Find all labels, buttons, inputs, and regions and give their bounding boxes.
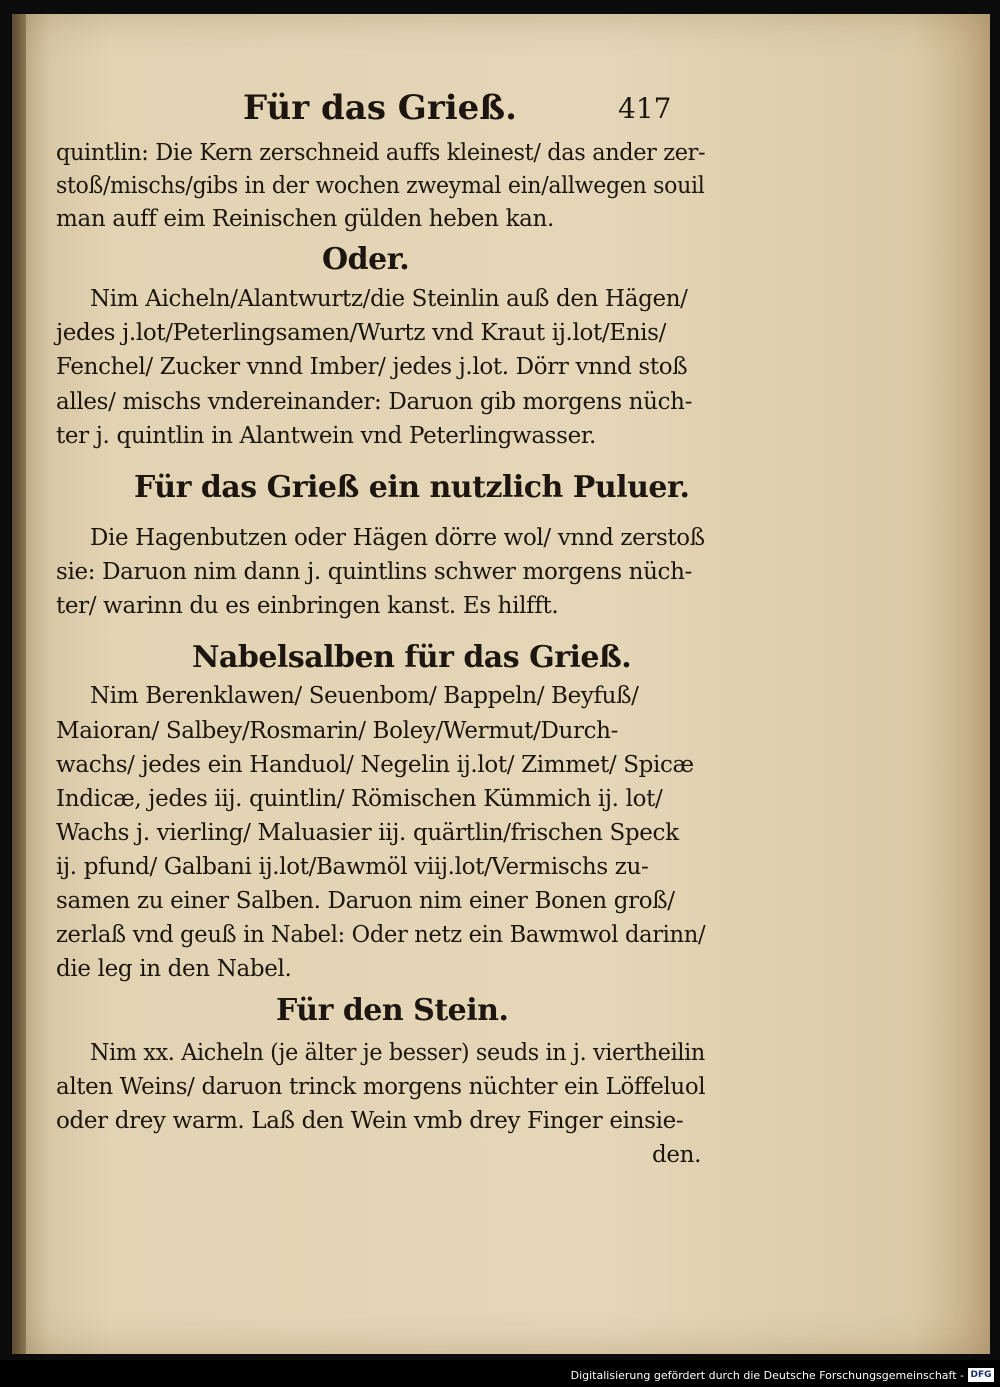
text-line: die leg in den Nabel.	[56, 956, 292, 982]
text-line: sie: Daruon nim dann j. quintlins schwer morgens nüch-	[56, 559, 692, 585]
text-line: quintlin: Die Kern zerschneid auffs kleinest/ das ander zer-	[56, 140, 706, 166]
running-head: Für das Grieß.	[243, 88, 517, 128]
text-line: ter j. quintlin in Alantwein vnd Peterlingwasser.	[56, 423, 596, 449]
text-line: Maioran/ Salbey/Rosmarin/ Boley/Wermut/Durch-	[56, 718, 619, 744]
dfg-logo: DFG	[968, 1368, 994, 1382]
text-line: ij. pfund/ Galbani ij.lot/Bawmöl viij.lot/Vermischs zu-	[56, 854, 649, 880]
text-line: alten Weins/ daruon trinck morgens nüchter ein Löffeluol	[56, 1074, 706, 1100]
text-line: Nim Aicheln/Alantwurtz/die Steinlin auß den Hägen/	[90, 286, 688, 312]
section-heading: Nabelsalben für das Grieß.	[192, 640, 632, 675]
text-line: stoß/mischs/gibs in der wochen zweymal ein/allwegen souil	[56, 173, 705, 199]
section-heading: Oder.	[322, 242, 410, 277]
text-line: den.	[652, 1142, 702, 1168]
section-heading: Für das Grieß ein nutzlich Puluer.	[134, 470, 690, 505]
text-line: Die Hagenbutzen oder Hägen dörre wol/ vnnd zerstoß	[90, 525, 705, 551]
text-line: Fenchel/ Zucker vnnd Imber/ jedes j.lot. Dörr vnnd stoß	[56, 354, 688, 380]
text-line: alles/ mischs vndereinander: Daruon gib morgens nüch-	[56, 389, 693, 415]
text-line: man auff eim Reinischen gülden heben kan.	[56, 206, 554, 232]
digitization-credit: Digitalisierung gefördert durch die Deutsche Forschungsgemeinschaft -	[570, 1369, 964, 1382]
text-line: Wachs j. vierling/ Maluasier iij. quärtlin/frischen Speck	[56, 820, 679, 846]
section-heading: Für den Stein.	[276, 993, 509, 1028]
text-line: samen zu einer Salben. Daruon nim einer Bonen groß/	[56, 888, 675, 914]
text-line: oder drey warm. Laß den Wein vmb drey Finger einsie-	[56, 1108, 684, 1134]
text-line: Nim xx. Aicheln (je älter je besser) seuds in j. viertheilin	[90, 1040, 705, 1066]
page-number: 417	[618, 92, 672, 125]
text-line: Nim Berenklawen/ Seuenbom/ Bappeln/ Beyfuß/	[90, 683, 639, 709]
text-line: wachs/ jedes ein Handuol/ Negelin ij.lot/ Zimmet/ Spicæ	[56, 752, 694, 778]
text-line: ter/ warinn du es einbringen kanst. Es hilfft.	[56, 593, 559, 619]
page-gutter	[12, 14, 26, 1354]
text-line: jedes j.lot/Peterlingsamen/Wurtz vnd Kraut ij.lot/Enis/	[56, 320, 667, 346]
text-line: Indicæ, jedes iij. quintlin/ Römischen Kümmich ij. lot/	[56, 786, 663, 812]
text-line: zerlaß vnd geuß in Nabel: Oder netz ein Bawmwol darinn/	[56, 922, 706, 948]
